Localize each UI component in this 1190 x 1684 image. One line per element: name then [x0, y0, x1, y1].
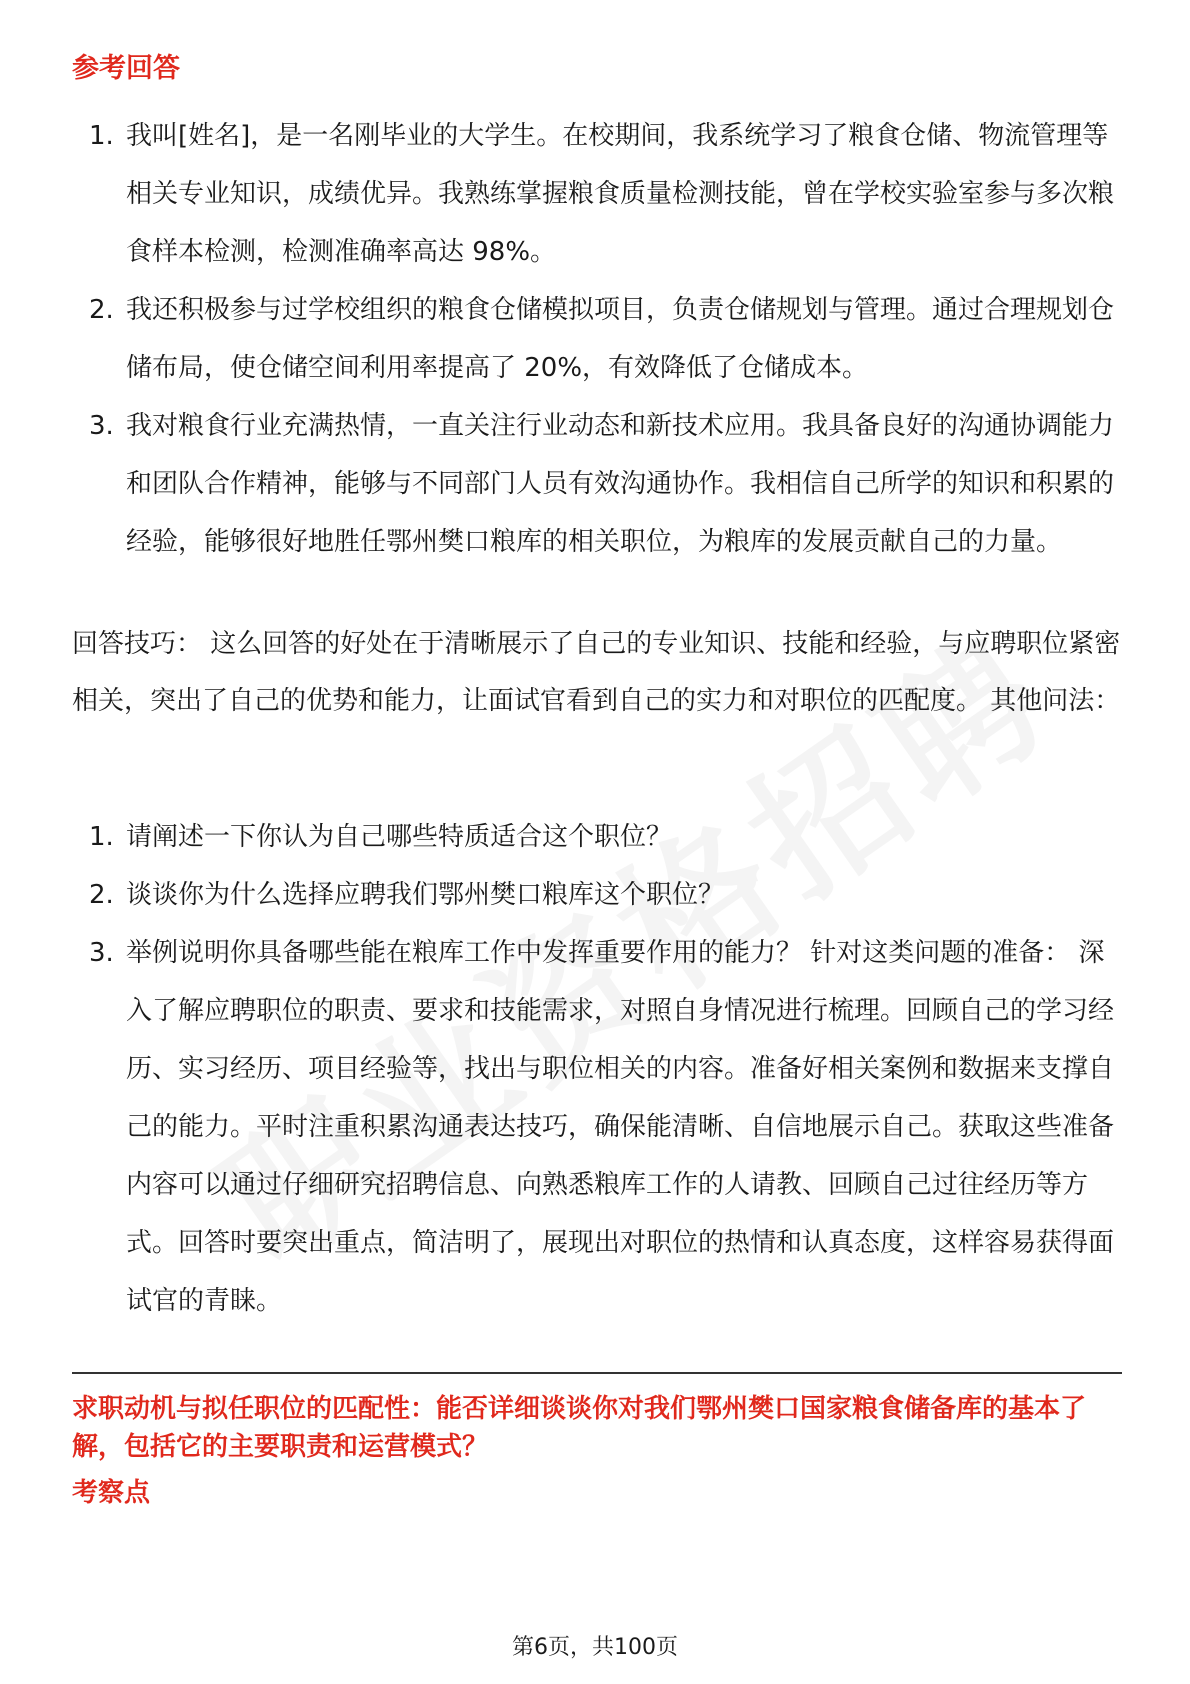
list-item-text: 举例说明你具备哪些能在粮库工作中发挥重要作用的能力？ 针对这类问题的准备： 深入了解应聘职位的职责、要求和技能需求，对照自身情况进行梳理。回顾自己的学习经历、实习经历、项目经验等，找出与职位相关的内容。准备好相关案例和数据来支撑自己的能力。平时注重积累沟通表达技巧，确保能清晰、自信地展示自己。获取这些准备内容可以通过仔细研究招聘信息、向熟悉粮库工作的人请教、回顾自己过往经历等方式。回答时要突出重点，简洁明了，展现出对职位的热情和认真态度，这样容易获得面试官的青睐。: [126, 938, 1115, 1316]
list-item-number: 1.: [89, 121, 114, 151]
list-item: [72, 397, 1122, 571]
list-item-text: 请阐述一下你认为自己哪些特质适合这个职位？: [126, 822, 673, 852]
assessment-points-heading: 考察点: [72, 1478, 151, 1508]
list-item-number: 2.: [89, 880, 114, 910]
list-item-text: 我对粮食行业充满热情，一直关注行业动态和新技术应用。我具备良好的沟通协调能力和团队合作精神，能够与不同部门人员有效沟通协作。我相信自己所学的知识和积累的经验，能够很好地胜任鄂州樊口粮库的相关职位，为粮库的发展贡献自己的力量。: [126, 411, 1115, 557]
list-item-number: 3.: [89, 938, 114, 968]
list-item-text: 我叫[姓名]，是一名刚毕业的大学生。在校期间，我系统学习了粮食仓储、物流管理等相关专业知识，成绩优异。我熟练掌握粮食质量检测技能，曾在学校实验室参与多次粮食样本检测，检测准确率高达 98%。: [126, 121, 1115, 267]
list-item-number: 1.: [89, 822, 114, 852]
list-item: [72, 924, 1122, 1330]
section-divider: [72, 1372, 1122, 1374]
reference-answer-list: [72, 107, 1122, 571]
list-item-number: 2.: [89, 295, 114, 325]
next-question-heading: 求职动机与拟任职位的匹配性：能否详细谈谈你对我们鄂州樊口国家粮食储备库的基本了解，包括它的主要职责和运营模式？: [72, 1394, 1087, 1462]
page-number-footer: 第6页，共100页: [512, 1635, 678, 1660]
list-item-text: 我还积极参与过学校组织的粮食仓储模拟项目，负责仓储规划与管理。通过合理规划仓储布局，使仓储空间利用率提高了 20%，有效降低了仓储成本。: [126, 295, 1115, 383]
other-questions-list: [72, 808, 1122, 1330]
list-item: [72, 281, 1122, 397]
list-item: [72, 866, 1122, 924]
list-item-text: 谈谈你为什么选择应聘我们鄂州樊口粮库这个职位？: [126, 880, 725, 910]
answer-tips-paragraph: 回答技巧： 这么回答的好处在于清晰展示了自己的专业知识、技能和经验，与应聘职位紧密相关，突出了自己的优势和能力，让面试官看到自己的实力和对职位的匹配度。 其他问法：: [72, 629, 1121, 716]
list-item: [72, 808, 1122, 866]
reference-answer-heading: 参考回答: [72, 53, 180, 84]
list-item: [72, 107, 1122, 281]
list-item-number: 3.: [89, 411, 114, 441]
